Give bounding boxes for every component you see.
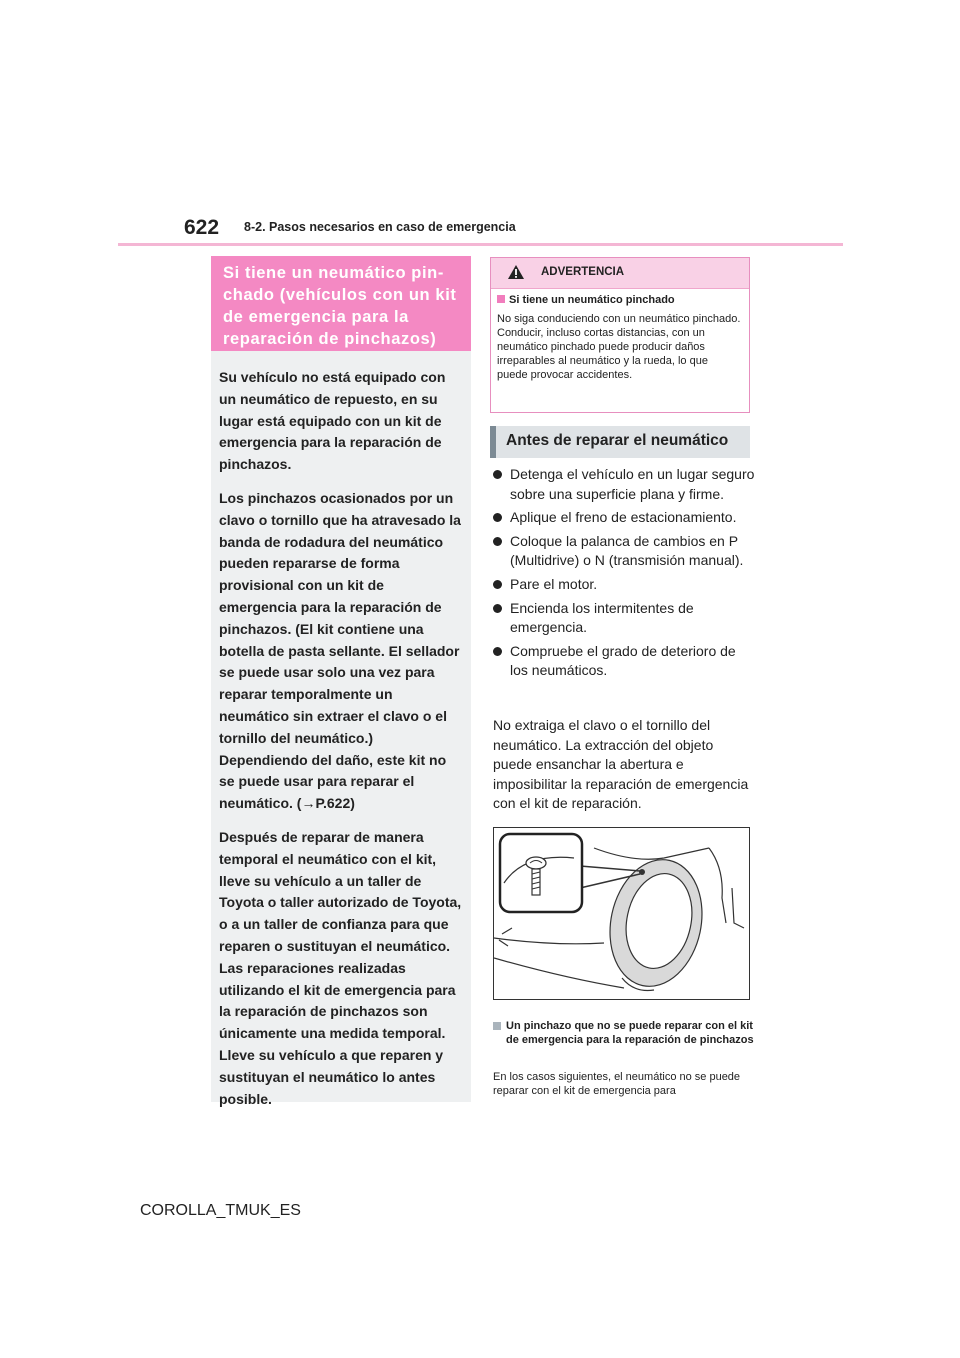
warning-body — [497, 312, 741, 382]
bullet-dot-icon — [493, 604, 502, 613]
note-heading: Un pinchazo que no se puede reparar con el kit de emergencia para la reparación de pinchazos — [493, 1019, 755, 1047]
warning-header — [491, 258, 749, 289]
before-repair-heading: Antes de reparar el neumático — [490, 426, 750, 458]
bullet-list — [493, 465, 755, 685]
bullet-dot-icon — [493, 537, 502, 546]
pink-square-icon — [497, 295, 505, 303]
warning-triangle-icon — [507, 264, 525, 280]
section-title: 8-2. Pasos necesarios en caso de emergencia — [244, 220, 516, 234]
bullet-dot-icon — [493, 647, 502, 656]
intro-box — [211, 351, 471, 1107]
warning-box — [490, 257, 750, 413]
intro-paragraph: Los pinchazos ocasionados por un clavo o tornillo que ha atravesado la banda de rodadura del neumático pueden repararse de forma provisional con un kit de emergencia para la reparación de pinchazos. (El kit contiene una botella de pasta sellante. El sellador se puede usar solo una vez para reparar temporalmente un neumático sin extraer el clavo o el tornillo del neumático.) Dependiendo del daño, este kit no se puede usar para reparar el neumático. (→P.622) — [219, 489, 461, 812]
page-number: 622 — [184, 216, 220, 239]
left-heading-line: reparación de pinchazos) — [223, 330, 437, 348]
header-rule — [118, 243, 843, 246]
list-item: Pare el motor. — [493, 575, 755, 595]
tire-nail-illustration — [493, 827, 750, 1000]
list-item: Aplique el freno de estacionamiento. — [493, 508, 755, 528]
left-heading-line: de emergencia para la — [223, 308, 409, 326]
intro-paragraph: Su vehículo no está equipado con un neumático de repuesto, en su lugar está equipado con un kit de emergencia para la reparación de pinchazos. — [219, 369, 446, 473]
grey-square-icon — [493, 1022, 501, 1030]
warning-title: ADVERTENCIA — [541, 266, 625, 278]
note-body: En los casos siguientes, el neumático no se puede reparar con el kit de emergencia para — [493, 1071, 741, 1097]
bullet-dot-icon — [493, 513, 502, 522]
tire-illustration-svg — [494, 828, 749, 999]
nail-paragraph: No extraiga el clavo o el tornillo del neumático. La extracción del objeto puede ensanchar la abertura e imposibilitar la reparación de emergencia con el kit de reparación. — [493, 717, 749, 812]
warning-line: No siga conduciendo con un neumático pinchado. — [497, 313, 741, 325]
left-heading — [211, 256, 471, 351]
left-heading-line: chado (vehículos con un kit — [223, 286, 457, 304]
list-item: Encienda los intermitentes de emergencia. — [493, 599, 755, 638]
intro-paragraph: Después de reparar de manera temporal el neumático con el kit, lleve su vehículo a un taller de Toyota o taller autorizado de Toyota, o a un taller de confianza para que reparen o sustituyan el neumático. Las reparaciones realizadas utilizando el kit de emergencia para la reparación de pinchazos son únicamente una medida temporal. Lleve su vehículo a que reparen y sustituyan el neumático lo antes posible. — [219, 828, 462, 1107]
warning-line: Conducir, incluso cortas distancias, con un neumático pinchado puede producir daños irreparables al neumático y la rueda, lo que puede provocar accidentes. — [497, 327, 708, 381]
list-item: Detenga el vehículo en un lugar seguro sobre una superficie plana y firme. — [493, 465, 755, 504]
left-heading-line: Si tiene un neumático pin- — [223, 264, 444, 282]
bullet-dot-icon — [493, 580, 502, 589]
list-item: Compruebe el grado de deterioro de los neumáticos. — [493, 642, 755, 681]
list-item: Coloque la palanca de cambios en P (Multidrive) o N (transmisión manual). — [493, 532, 755, 571]
bullet-dot-icon — [493, 470, 502, 479]
warning-subtitle: Si tiene un neumático pinchado — [497, 294, 675, 306]
footer-model: COROLLA_TMUK_ES — [140, 1202, 301, 1219]
